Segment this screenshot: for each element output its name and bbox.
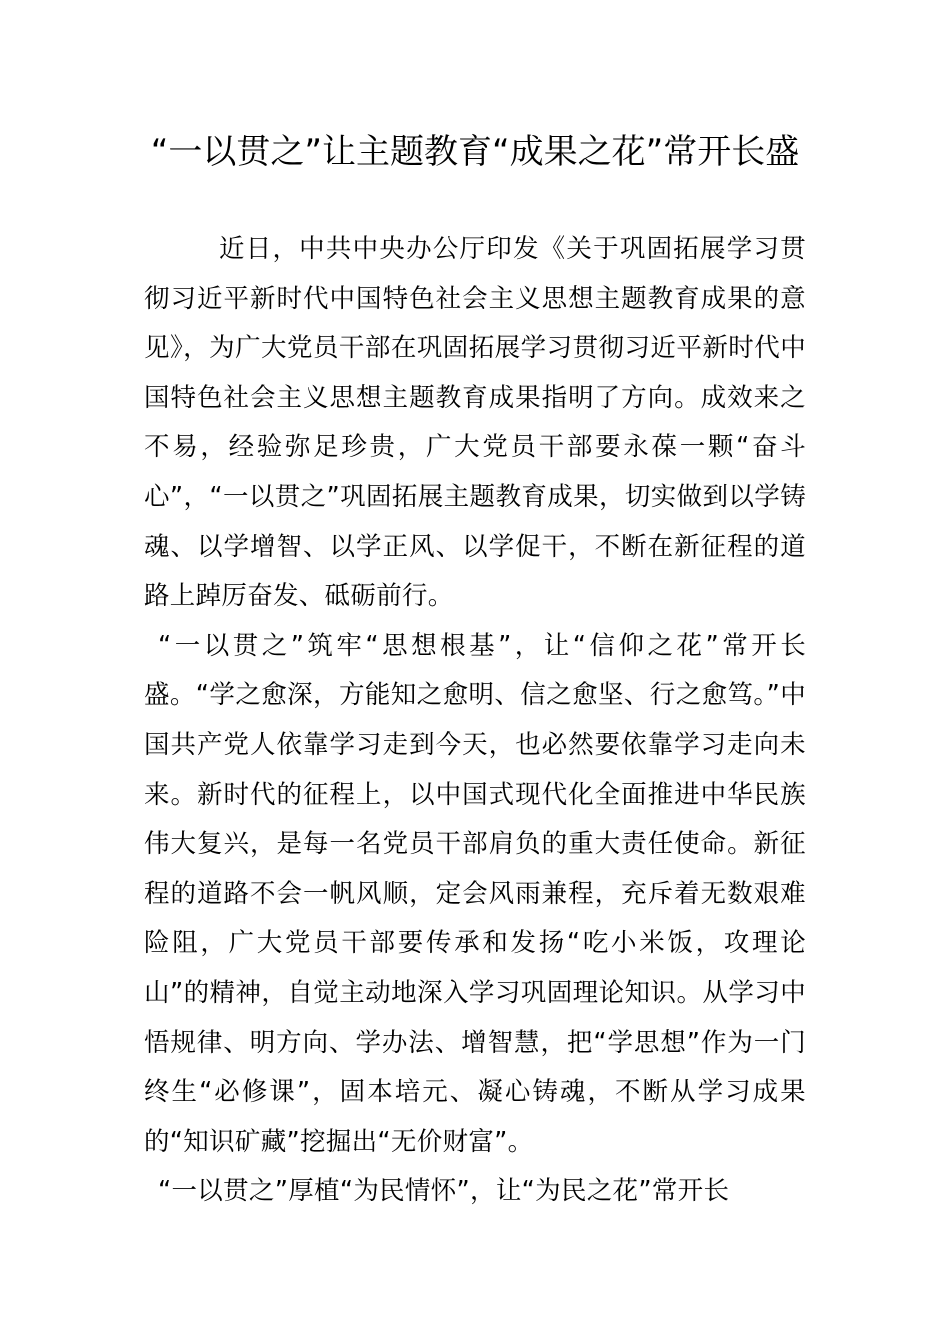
paragraph-2: “一以贯之”筑牢“思想根基”，让“信仰之花”常开长盛。“学之愈深，方能知之愈明、信之愈坚、行之愈笃。”中国共产党人依靠学习走到今天，也必然要依靠学习走向未来。新时代的征程上，以中国式现代化全面推进中华民族伟大复兴，是每一名党员干部肩负的重大责任使命。新征程的道路不会一帆风顺，定会风雨兼程，充斥着无数艰难险阻，广大党员干部要传承和发扬“吃小米饭，攻理论山”的精神，自觉主动地深入学习巩固理论知识。从学习中悟规律、明方向、学办法、增智慧，把“学思想”作为一门终生“必修课”，固本培元、凝心铸魂，不断从学习成果的“知识矿藏”挖掘出“无价财富”。 — [144, 630, 806, 1157]
paragraph-1: 近日，中共中央办公厅印发《关于巩固拓展学习贯彻习近平新时代中国特色社会主义思想主题教育成果的意见》，为广大党员干部在巩固拓展学习贯彻习近平新时代中国特色社会主义思想主题教育成果指明了方向。成效来之不易，经验弥足珍贵，广大党员干部要永葆一颗“奋斗心”，“一以贯之”巩固拓展主题教育成果，切实做到以学铸魂、以学增智、以学正风、以学促干，不断在新征程的道路上踔厉奋发、砥砺前行。 — [144, 234, 806, 612]
document-body — [144, 225, 806, 1217]
document-title: “一以贯之”让主题教育“成果之花”常开长盛 — [150, 132, 800, 172]
paragraph-3: “一以贯之”厚植“为民情怀”，让“为民之花”常开长 — [158, 1176, 730, 1207]
